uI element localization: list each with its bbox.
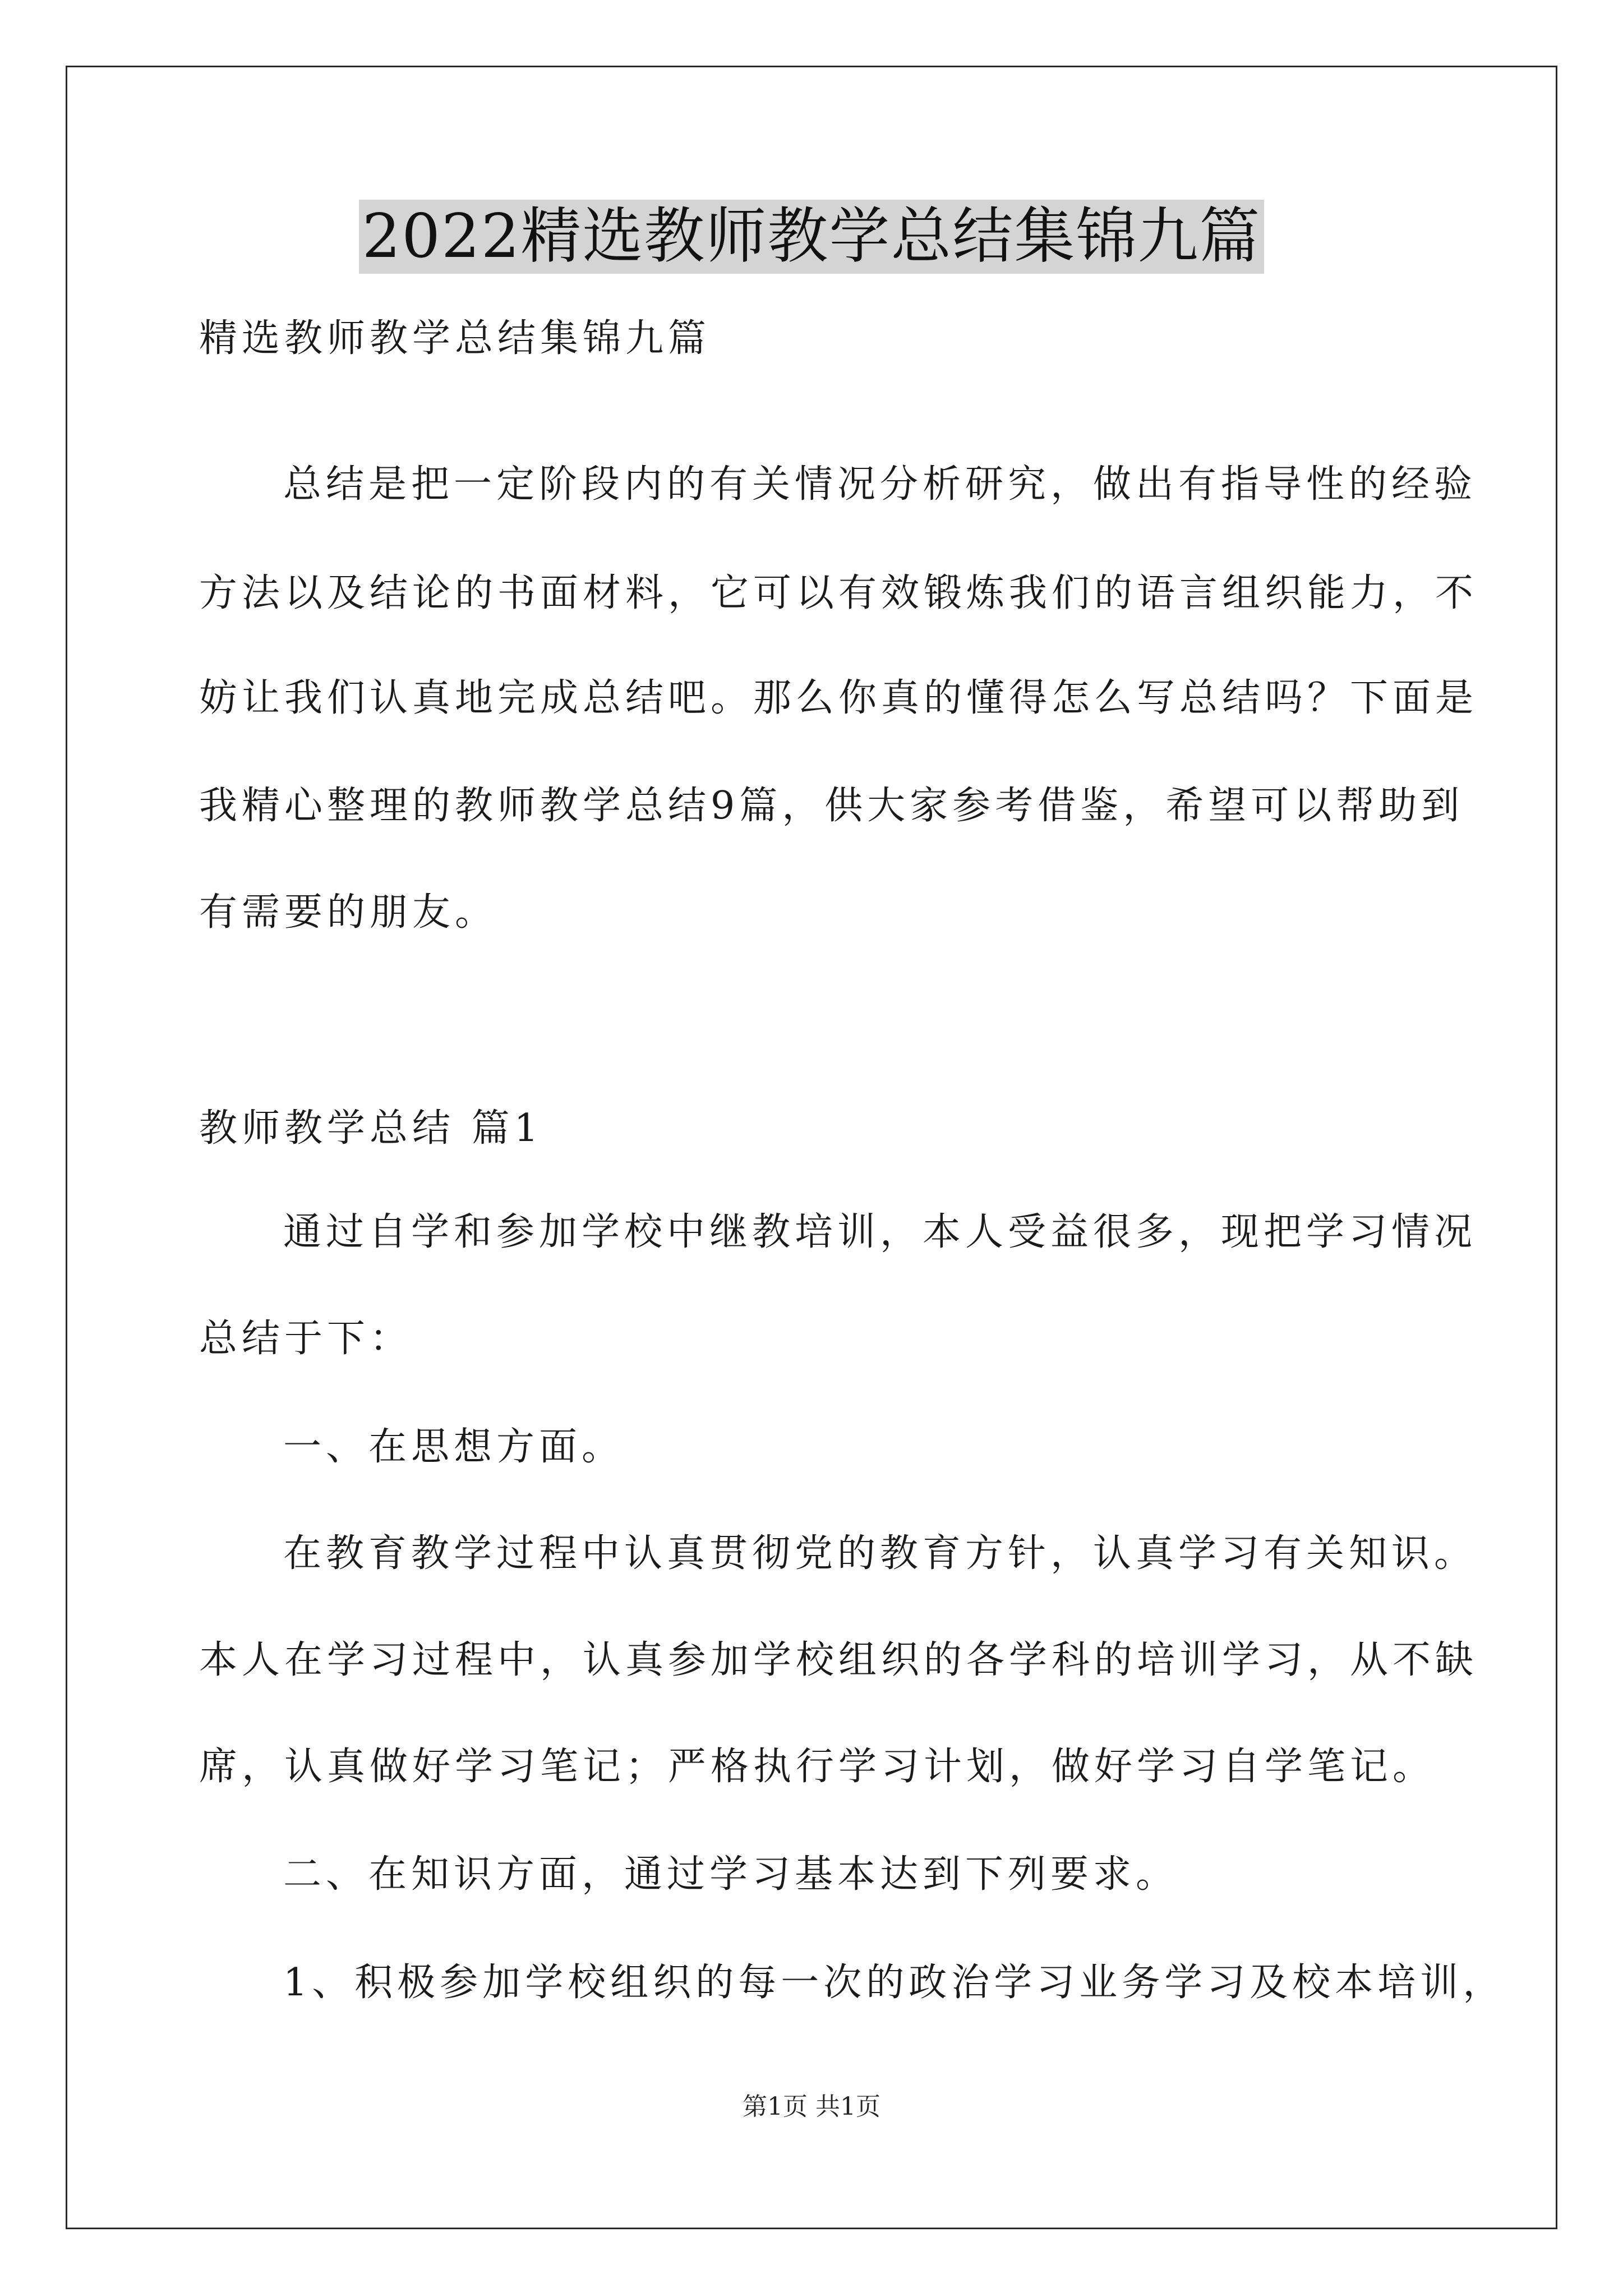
paragraph-line: 方法以及结论的书面材料，它可以有效锻炼我们的语言组织能力，不 xyxy=(199,571,1478,615)
section-heading: 教师教学总结 篇1 xyxy=(199,1106,543,1151)
paragraph-line: 有需要的朋友。 xyxy=(199,890,498,935)
paragraph-line: 席，认真做好学习笔记；严格执行学习计划，做好学习自学笔记。 xyxy=(199,1745,1436,1789)
paragraph-line: 本人在学习过程中，认真参加学校组织的各学科的培训学习，从不缺 xyxy=(199,1638,1478,1682)
document-title: 2022精选教师教学总结集锦九篇 xyxy=(359,200,1265,274)
paragraph-line: 通过自学和参加学校中继教培训，本人受益很多，现把学习情况 xyxy=(283,1210,1477,1254)
paragraph-line: 我精心整理的教师教学总结9篇，供大家参考借鉴，希望可以帮助到 xyxy=(199,784,1464,828)
title-container xyxy=(0,200,1623,274)
paragraph-line: 总结是把一定阶段内的有关情况分析研究，做出有指导性的经验 xyxy=(283,462,1477,507)
paragraph-line: 1、积极参加学校组织的每一次的政治学习业务学习及校本培训， xyxy=(283,1961,1506,2005)
page-footer: 第1页 共1页 xyxy=(743,2092,880,2121)
paragraph-line: 在教育教学过程中认真贯彻党的教育方针，认真学习有关知识。 xyxy=(283,1531,1477,1576)
paragraph-line: 一、在思想方面。 xyxy=(283,1425,625,1469)
paragraph-line: 二、在知识方面，通过学习基本达到下列要求。 xyxy=(283,1852,1179,1897)
document-subtitle: 精选教师教学总结集锦九篇 xyxy=(199,316,711,361)
paragraph-line: 妨让我们认真地完成总结吧。那么你真的懂得怎么写总结吗？下面是 xyxy=(199,676,1478,720)
paragraph-line: 总结于下： xyxy=(199,1317,413,1361)
